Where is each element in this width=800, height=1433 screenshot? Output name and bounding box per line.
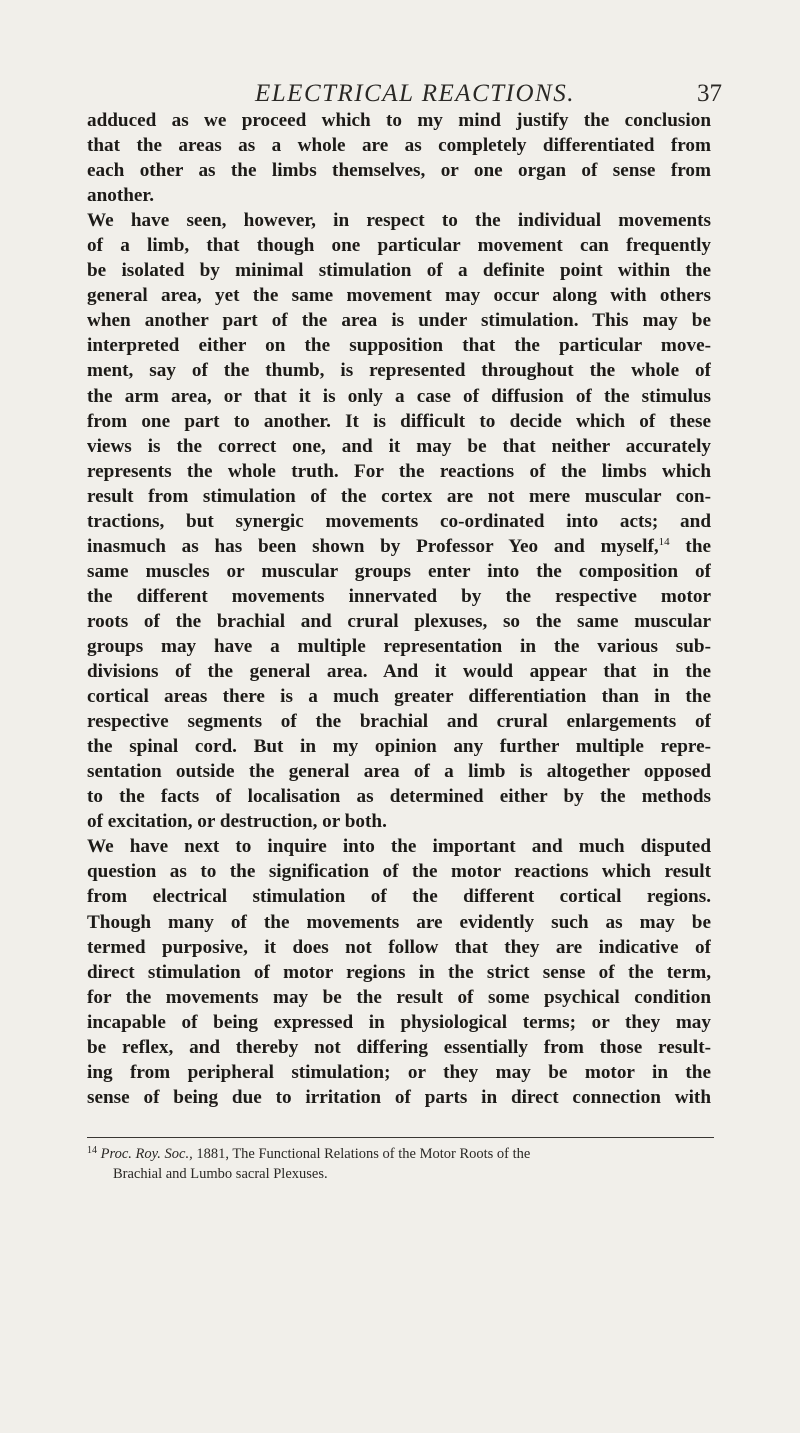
text-line: of a limb, that though one particular movement can frequently [87,235,711,257]
running-head [255,80,722,108]
text-line: views is the correct one, and it may be that neither accurately [87,435,711,457]
text-line: for the movements may be the result of some psychical condition [87,986,711,1008]
text-line: the different movements innervated by the respective motor [87,585,711,607]
footnote-number: 14 [87,1145,97,1156]
text-line: ing from peripheral stimulation; or they may be motor in the [87,1061,711,1083]
text-line: respective segments of the brachial and crural enlargements of [87,711,711,733]
text-line: represents the whole truth. For the reactions of the limbs which [87,460,711,482]
text-line: each other as the limbs themselves, or one organ of sense from [87,160,711,182]
text-line: result from stimulation of the cortex are not mere muscular con- [87,485,711,507]
text-line: adduced as we proceed which to my mind justify the conclusion [87,110,711,131]
text-line: interpreted either on the supposition that the particular move- [87,335,711,357]
text-segment: the [669,535,711,557]
text-line: the arm area, or that it is only a case of diffusion of the stimulus [87,385,711,407]
text-line-with-footnote-ref [87,534,711,559]
footnote-divider [87,1137,714,1138]
text-line: roots of the brachial and crural plexuses, so the same muscular [87,610,711,632]
running-title: ELECTRICAL REACTIONS. [255,80,575,107]
text-line: divisions of the general area. And it would appear that in the [87,661,711,683]
text-line: cortical areas there is a much greater differentiation than in the [87,686,711,708]
body-text [87,108,711,1110]
text-line: when another part of the area is under stimulation. This may be [87,310,711,332]
footnote-text-continued: Brachial and Lumbo sacral Plexuses. [113,1166,328,1182]
footnote-journal: Proc. Roy. Soc., [100,1146,193,1162]
text-line: be isolated by minimal stimulation of a definite point within the [87,260,711,282]
text-line: the spinal cord. But in my opinion any further multiple repre- [87,736,711,758]
text-line: be reflex, and thereby not differing essentially from those result- [87,1036,711,1058]
footnote [87,1144,717,1184]
text-line: tractions, but synergic movements co-ordinated into acts; and [87,510,711,532]
text-line: sense of being due to irritation of parts in direct connection with [87,1086,711,1108]
text-line: another. [87,185,154,207]
text-line: from one part to another. It is difficult to decide which of these [87,410,711,432]
text-line: We have next to inquire into the important and much disputed [87,836,711,858]
text-line: incapable of being expressed in physiological terms; or they may [87,1011,711,1033]
text-segment: inasmuch as has been shown by Professor Yeo and myself, [87,535,659,557]
text-line: of excitation, or destruction, or both. [87,811,387,833]
text-line: same muscles or muscular groups enter into the composition of [87,560,711,582]
text-line: direct stimulation of motor regions in the strict sense of the term, [87,961,711,983]
text-line: question as to the signification of the motor reactions which result [87,861,711,883]
text-line: groups may have a multiple representation in the various sub- [87,635,711,657]
page-number: 37 [697,80,722,107]
text-line: to the facts of localisation as determined either by the methods [87,786,711,808]
text-line: ment, say of the thumb, is represented throughout the whole of [87,360,711,382]
text-line: sentation outside the general area of a limb is altogether opposed [87,761,711,783]
text-line: from electrical stimulation of the different cortical regions. [87,886,711,908]
footnote-reference[interactable]: 14 [658,535,670,548]
footnote-text: 1881, The Functional Relations of the Motor Roots of the [192,1146,531,1162]
text-line: termed purposive, it does not follow that they are indicative of [87,936,711,958]
text-line: general area, yet the same movement may occur along with others [87,285,711,307]
text-line: We have seen, however, in respect to the individual movements [87,210,711,232]
text-line: Though many of the movements are evidently such as may be [87,911,711,933]
text-line: that the areas as a whole are as completely differentiated from [87,135,711,157]
